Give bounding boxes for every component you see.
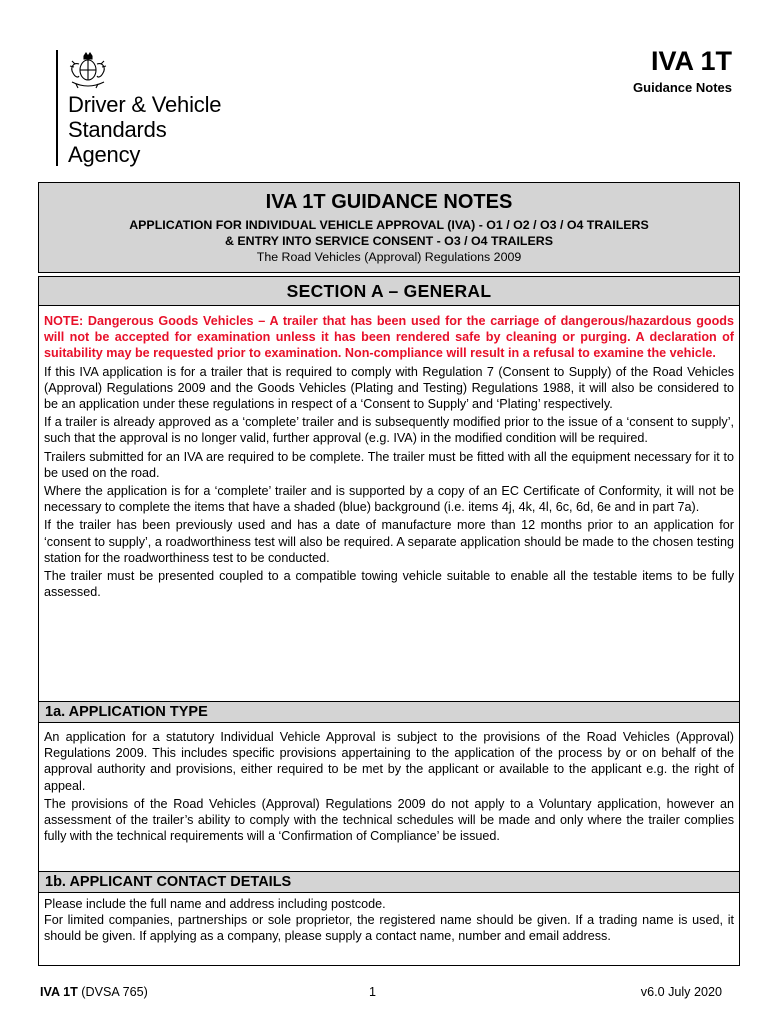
section-1b-body <box>44 896 734 945</box>
section-1a-body <box>44 729 734 846</box>
footer-form-ref <box>40 985 148 999</box>
title-box <box>38 182 740 273</box>
section-a-paragraph: If a trailer is already approved as a ‘complete’ trailer and is subsequently modified prior to the issue of a ‘consent to supply’, such that the approval is no longer valid, further approval (e.g. IVA) in the modified condition will be required. <box>44 415 734 446</box>
section-a-heading: SECTION A – GENERAL <box>38 276 740 306</box>
section-a-body <box>44 313 734 602</box>
section-1a-heading: 1a. APPLICATION TYPE <box>38 701 740 723</box>
footer-version: v6.0 July 2020 <box>640 985 722 999</box>
section-a-paragraph: If the trailer has been previously used and has a date of manufacture more than 12 months prior to an application for ‘consent to supply’, a roadworthiness test will also be required. A separate application should be made to the chosen testing station for the roadworthiness test to be conducted. <box>44 518 734 565</box>
section-a-paragraph: Where the application is for a ‘complete’ trailer and is supported by a copy of an EC Certificate of Conformity, it will not be necessary to complete the items that have a shaded (blue) background (i.e. items 4j, 4k, 4l, 6c, 6d, 6e and in part 7a). <box>44 484 734 515</box>
title-line-2: & ENTRY INTO SERVICE CONSENT - O3 / O4 TRAILERS <box>225 234 553 248</box>
document-code-block <box>633 46 732 95</box>
agency-name <box>68 92 221 167</box>
dangerous-goods-note: NOTE: Dangerous Goods Vehicles – A trailer that has been used for the carriage of dangerous/hazardous goods will not be accepted for examination unless it has been rendered safe by cleaning or purging. A declaration of suitability may be requested prior to examination. Non-compliance will result in a refusal to examine the vehicle. <box>44 314 734 361</box>
section-a-paragraph: If this IVA application is for a trailer that is required to comply with Regulation 7 (Consent to Supply) of the Road Vehicles (Approval) Regulations 2009 and the Goods Vehicles (Plating and Testing) Regulations 1988, it will also be considered to be an application under these regulations in respect of a ‘Consent to Supply’ and ‘Plating’ respectively. <box>44 364 734 412</box>
footer-dvsa-ref: (DVSA 765) <box>77 985 148 999</box>
section-1b-line: For limited companies, partnerships or sole proprietor, the registered name should be given. If a trading name is used, it should be given. If applying as a company, please supply a contact name, number and email address. <box>44 913 734 944</box>
agency-name-line2: Standards <box>68 117 167 142</box>
section-1a-paragraph: The provisions of the Road Vehicles (Approval) Regulations 2009 do not apply to a Voluntary application, however an assessment of the trailer’s ability to comply with the technical schedules will be made and only where the trailer complies fully with the technical requirements will a ‘Confirmation of Compliance’ be issued. <box>44 796 734 844</box>
logo-divider <box>56 50 58 166</box>
section-a-paragraph: Trailers submitted for an IVA are required to be complete. The trailer must be fitted with all the equipment necessary for it to be used on the road. <box>44 449 734 480</box>
footer-form-code: IVA 1T <box>40 985 78 999</box>
section-1b-line: Please include the full name and address including postcode. <box>44 897 386 911</box>
title-line-1: APPLICATION FOR INDIVIDUAL VEHICLE APPROVAL (IVA) - O1 / O2 / O3 / O4 TRAILERS <box>129 218 649 232</box>
section-1b-heading: 1b. APPLICANT CONTACT DETAILS <box>38 871 740 893</box>
section-a-paragraph: The trailer must be presented coupled to a compatible towing vehicle suitable to enable all the testable items to be fully assessed. <box>44 569 734 600</box>
document-subtitle: Guidance Notes <box>633 80 732 95</box>
dvsa-logo <box>56 50 276 170</box>
agency-name-line3: Agency <box>68 142 141 167</box>
royal-crest-icon <box>66 52 110 90</box>
page-title: IVA 1T GUIDANCE NOTES <box>265 191 513 213</box>
agency-name-line1: Driver & Vehicle <box>68 92 222 117</box>
title-regulations: The Road Vehicles (Approval) Regulations 2009 <box>256 250 522 264</box>
document-code: IVA 1T <box>650 46 732 76</box>
page-footer <box>40 985 740 1003</box>
page-number: 1 <box>369 985 377 999</box>
section-1a-paragraph: An application for a statutory Individual Vehicle Approval is subject to the provisions of the Road Vehicles (Approval) Regulations 2009. This includes specific provisions appertaining to the application of the process by or on behalf of the approval authority and provisions, either required to be met by the applicant or available to the applicant e.g. the right of appeal. <box>44 730 734 793</box>
